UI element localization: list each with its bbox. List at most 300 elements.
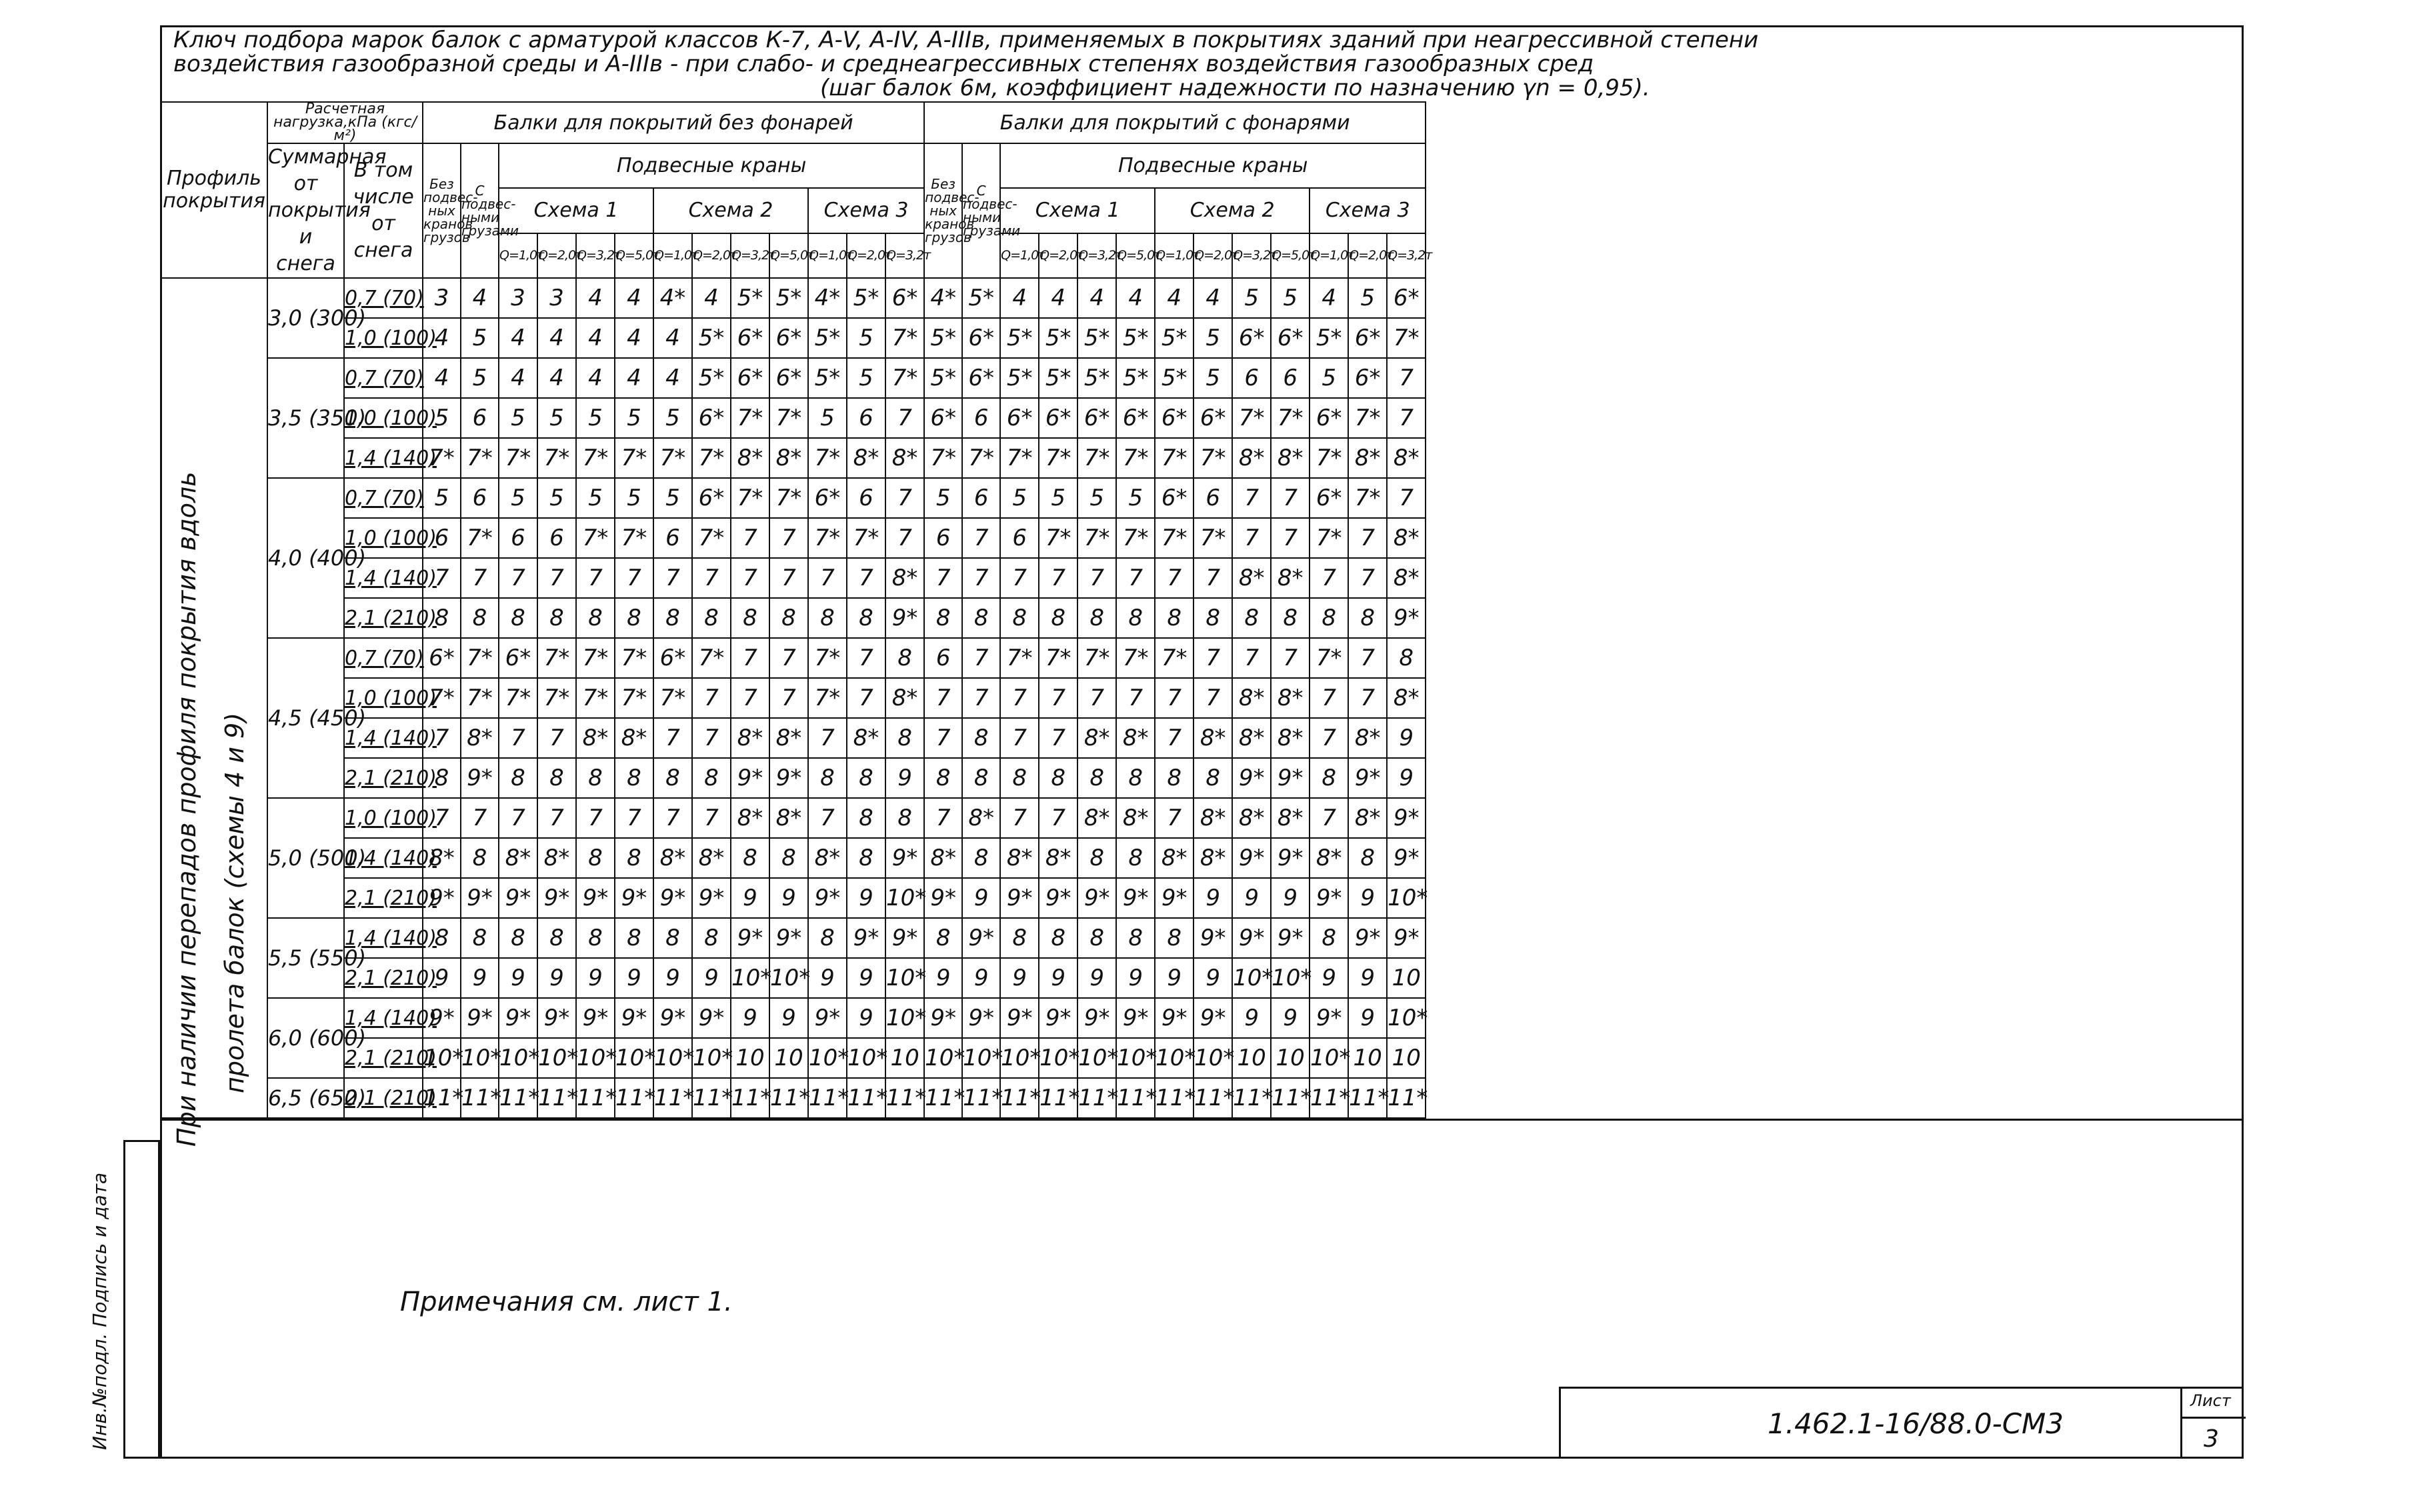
- beam-mark-cell: 8: [615, 918, 653, 958]
- beam-mark-cell: 6*: [1155, 478, 1193, 518]
- beam-mark-cell: 11*: [537, 1078, 576, 1118]
- beam-mark-cell: 9: [423, 958, 461, 998]
- beam-mark-cell: 8*: [537, 838, 576, 878]
- beam-mark-cell: 4: [1310, 278, 1348, 318]
- beam-mark-cell: 8*: [1348, 438, 1387, 478]
- beam-mark-cell: 10*: [769, 958, 808, 998]
- beam-mark-cell: 9: [1000, 958, 1039, 998]
- beam-mark-cell: 11*: [1387, 1078, 1426, 1118]
- beam-mark-cell: 6*: [1000, 398, 1039, 438]
- snow-load-cell: 2,1 (210): [344, 1038, 423, 1078]
- beam-mark-cell: 9*: [924, 878, 962, 918]
- beam-mark-cell: 9*: [576, 878, 615, 918]
- beam-mark-cell: 8: [1193, 598, 1232, 638]
- header-capacity: Q=2,0т: [1193, 233, 1232, 278]
- beam-mark-cell: 7: [499, 798, 537, 838]
- beam-mark-cell: 9*: [692, 878, 731, 918]
- beam-mark-cell: 6: [653, 518, 692, 558]
- table-row: [161, 398, 1426, 438]
- beam-mark-cell: 8: [1348, 838, 1387, 878]
- beam-mark-cell: 6*: [1310, 398, 1348, 438]
- beam-mark-cell: 7*: [1348, 478, 1387, 518]
- beam-mark-cell: 9*: [1348, 758, 1387, 798]
- beam-mark-cell: 9: [847, 998, 885, 1038]
- beam-mark-cell: 9: [615, 958, 653, 998]
- beam-mark-cell: 7*: [461, 518, 499, 558]
- header-capacity: Q=1,0т: [653, 233, 692, 278]
- snow-load-cell: 1,4 (140): [344, 918, 423, 958]
- beam-mark-cell: 11*: [1310, 1078, 1348, 1118]
- beam-mark-cell: 8: [1155, 598, 1193, 638]
- snow-load-cell: 2,1 (210): [344, 758, 423, 798]
- beam-mark-cell: 7*: [499, 438, 537, 478]
- beam-mark-cell: 7: [1348, 638, 1387, 678]
- beam-mark-cell: 11*: [1155, 1078, 1193, 1118]
- beam-mark-cell: 8*: [1077, 798, 1116, 838]
- beam-mark-cell: 7*: [847, 518, 885, 558]
- beam-mark-cell: 8*: [731, 718, 769, 758]
- snow-load-cell: 0,7 (70): [344, 278, 423, 318]
- snow-load-cell: 1,4 (140): [344, 558, 423, 598]
- beam-mark-cell: 8*: [962, 798, 1000, 838]
- beam-mark-cell: 7: [1232, 478, 1271, 518]
- beam-mark-cell: 9*: [1116, 878, 1155, 918]
- header-with-crane-left: С подвес-ными грузами: [461, 143, 499, 278]
- total-load-cell: 6,5 (650): [267, 1078, 344, 1118]
- beam-mark-cell: 7*: [1155, 638, 1193, 678]
- signature-sidebar: [89, 1140, 160, 1459]
- beam-mark-cell: 8*: [1271, 798, 1310, 838]
- beam-mark-cell: 8: [1039, 758, 1077, 798]
- beam-mark-cell: 5: [576, 398, 615, 438]
- beam-mark-cell: 5: [1116, 478, 1155, 518]
- beam-mark-cell: 10*: [537, 1038, 576, 1078]
- beam-mark-cell: 9: [1193, 878, 1232, 918]
- beam-mark-cell: 10*: [1155, 1038, 1193, 1078]
- beam-mark-cell: 5*: [692, 358, 731, 398]
- beam-mark-cell: 9*: [885, 598, 924, 638]
- beam-mark-cell: 5: [537, 398, 576, 438]
- beam-mark-cell: 7: [1348, 678, 1387, 718]
- beam-mark-cell: 8: [423, 758, 461, 798]
- beam-mark-cell: 9*: [962, 918, 1000, 958]
- table-row: [161, 278, 1426, 318]
- beam-mark-cell: 9*: [924, 998, 962, 1038]
- beam-mark-cell: 11*: [615, 1078, 653, 1118]
- beam-mark-cell: 7: [692, 678, 731, 718]
- beam-mark-cell: 8*: [1271, 558, 1310, 598]
- beam-mark-cell: 7*: [808, 678, 847, 718]
- beam-mark-cell: 9: [1116, 958, 1155, 998]
- beam-mark-cell: 8*: [1387, 518, 1426, 558]
- beam-mark-cell: 4: [576, 358, 615, 398]
- beam-mark-cell: 4: [423, 318, 461, 358]
- beam-mark-cell: 9*: [769, 918, 808, 958]
- beam-mark-cell: 8*: [653, 838, 692, 878]
- beam-mark-cell: 7: [885, 478, 924, 518]
- beam-mark-cell: 9*: [1271, 758, 1310, 798]
- beam-mark-cell: 8*: [885, 558, 924, 598]
- beam-mark-cell: 6*: [1348, 358, 1387, 398]
- table-row: [161, 878, 1426, 918]
- header-scheme3-left: Схема 3: [808, 188, 924, 233]
- beam-mark-cell: 7*: [653, 438, 692, 478]
- beam-mark-cell: 8: [1193, 758, 1232, 798]
- beam-mark-cell: 8: [731, 598, 769, 638]
- header-scheme3-right: Схема 3: [1310, 188, 1426, 233]
- beam-mark-cell: 8*: [576, 718, 615, 758]
- beam-mark-cell: 7*: [1116, 638, 1155, 678]
- beam-mark-cell: 10*: [847, 1038, 885, 1078]
- beam-mark-cell: 5*: [1116, 318, 1155, 358]
- beam-mark-cell: 11*: [1193, 1078, 1232, 1118]
- beam-mark-cell: 6: [962, 478, 1000, 518]
- beam-mark-cell: 7*: [1348, 398, 1387, 438]
- beam-mark-cell: 4: [1116, 278, 1155, 318]
- beam-mark-cell: 5*: [962, 278, 1000, 318]
- beam-mark-cell: 8: [847, 838, 885, 878]
- beam-mark-cell: 8: [1116, 838, 1155, 878]
- beam-mark-cell: 10: [1232, 1038, 1271, 1078]
- beam-mark-cell: 5*: [1077, 358, 1116, 398]
- beam-mark-cell: 4: [615, 278, 653, 318]
- header-scheme1-right: Схема 1: [1000, 188, 1155, 233]
- beam-mark-cell: 11*: [1348, 1078, 1387, 1118]
- header-load-group: Расчетная нагрузка,кПа (кгс/м²): [267, 102, 423, 143]
- beam-mark-cell: 7: [769, 678, 808, 718]
- beam-mark-cell: 7: [1310, 718, 1348, 758]
- beam-mark-cell: 7: [924, 798, 962, 838]
- beam-mark-cell: 10: [885, 1038, 924, 1078]
- total-load-cell: 4,0 (400): [267, 478, 344, 638]
- beam-mark-cell: 8: [653, 918, 692, 958]
- beam-mark-cell: 7*: [731, 398, 769, 438]
- beam-mark-cell: 6*: [1116, 398, 1155, 438]
- beam-mark-cell: 8*: [1271, 438, 1310, 478]
- beam-mark-cell: 7: [808, 558, 847, 598]
- beam-mark-cell: 8*: [1348, 718, 1387, 758]
- beam-mark-cell: 7: [1193, 678, 1232, 718]
- beam-mark-cell: 11*: [962, 1078, 1000, 1118]
- beam-mark-cell: 7*: [1077, 438, 1116, 478]
- header-cranes-right: Подвесные краны: [1000, 143, 1426, 188]
- beam-mark-cell: 4: [653, 358, 692, 398]
- beam-mark-cell: 6*: [808, 478, 847, 518]
- beam-mark-cell: 7*: [1077, 638, 1116, 678]
- beam-mark-cell: 8*: [731, 438, 769, 478]
- beam-mark-cell: 5: [1271, 278, 1310, 318]
- beam-mark-cell: 4: [1155, 278, 1193, 318]
- beam-mark-cell: 8: [1310, 918, 1348, 958]
- beam-mark-cell: 10*: [423, 1038, 461, 1078]
- beam-mark-cell: 7*: [1310, 438, 1348, 478]
- beam-mark-cell: 7: [1348, 518, 1387, 558]
- beam-mark-cell: 4: [615, 358, 653, 398]
- beam-mark-cell: 9*: [461, 758, 499, 798]
- beam-mark-cell: 9*: [962, 998, 1000, 1038]
- beam-mark-cell: 8*: [1271, 718, 1310, 758]
- beam-mark-cell: 10*: [962, 1038, 1000, 1078]
- beam-mark-cell: 4*: [808, 278, 847, 318]
- beam-mark-cell: 7*: [808, 518, 847, 558]
- beam-mark-cell: 5: [1348, 278, 1387, 318]
- beam-mark-cell: 10*: [885, 878, 924, 918]
- beam-mark-cell: 9: [1387, 718, 1426, 758]
- beam-mark-cell: 5*: [808, 318, 847, 358]
- beam-mark-cell: 8: [653, 598, 692, 638]
- beam-mark-cell: 5: [499, 478, 537, 518]
- beam-mark-cell: 6: [461, 478, 499, 518]
- beam-mark-cell: 5: [924, 478, 962, 518]
- beam-mark-cell: 8: [423, 598, 461, 638]
- header-scheme2-left: Схема 2: [653, 188, 808, 233]
- beam-mark-cell: 8: [1310, 758, 1348, 798]
- beam-mark-cell: 7*: [769, 478, 808, 518]
- beam-mark-cell: 7*: [576, 678, 615, 718]
- beam-mark-cell: 5: [423, 398, 461, 438]
- beam-mark-cell: 5: [1232, 278, 1271, 318]
- beam-mark-cell: 9: [653, 958, 692, 998]
- document-code: 1.462.1-16/88.0-СМ3: [1768, 1407, 2064, 1440]
- beam-mark-cell: 8: [537, 758, 576, 798]
- beam-mark-cell: 7: [461, 558, 499, 598]
- beam-mark-cell: 7*: [1077, 518, 1116, 558]
- beam-mark-cell: 7: [423, 798, 461, 838]
- header-scheme2-right: Схема 2: [1155, 188, 1310, 233]
- beam-mark-cell: 5: [1193, 358, 1232, 398]
- title-line-2: воздействия газообразной среды и А-IIIв - при слабо- и среднеагрессивных степенях воздействия газообразных сред: [173, 51, 1594, 77]
- beam-mark-cell: 7*: [731, 478, 769, 518]
- beam-mark-cell: 9: [962, 878, 1000, 918]
- beam-mark-cell: 8: [1077, 758, 1116, 798]
- beam-mark-cell: 7*: [692, 638, 731, 678]
- sheet-label: Лист: [2190, 1391, 2231, 1410]
- header-capacity: Q=3,2т: [1232, 233, 1271, 278]
- beam-mark-cell: 9: [731, 998, 769, 1038]
- beam-mark-cell: 6: [924, 638, 962, 678]
- beam-mark-cell: 6: [1193, 478, 1232, 518]
- beam-mark-cell: 9: [808, 958, 847, 998]
- beam-mark-cell: 8: [615, 758, 653, 798]
- beam-mark-cell: 7*: [461, 638, 499, 678]
- beam-mark-cell: 7*: [653, 678, 692, 718]
- beam-mark-cell: 9*: [1039, 878, 1077, 918]
- beam-mark-cell: 9*: [461, 878, 499, 918]
- beam-mark-cell: 9: [847, 958, 885, 998]
- beam-mark-cell: 11*: [461, 1078, 499, 1118]
- beam-mark-cell: 11*: [576, 1078, 615, 1118]
- beam-mark-cell: 8: [731, 838, 769, 878]
- beam-mark-cell: 7: [1000, 558, 1039, 598]
- beam-mark-cell: 8: [461, 918, 499, 958]
- beam-mark-cell: 11*: [499, 1078, 537, 1118]
- side-label-line-1: При наличии перепадов профиля покрытия вдоль: [172, 471, 201, 1147]
- beam-mark-cell: 7*: [1116, 518, 1155, 558]
- beam-mark-cell: 7*: [615, 438, 653, 478]
- beam-mark-cell: 7*: [808, 438, 847, 478]
- beam-mark-cell: 5*: [1039, 358, 1077, 398]
- beam-mark-cell: 11*: [423, 1078, 461, 1118]
- beam-mark-cell: 7: [808, 798, 847, 838]
- beam-mark-cell: 9*: [692, 998, 731, 1038]
- side-label-line-2: пролета балок (схемы 4 и 9): [220, 712, 249, 1093]
- beam-mark-cell: 7: [847, 558, 885, 598]
- beam-mark-cell: 7: [885, 398, 924, 438]
- beam-mark-cell: 7: [731, 678, 769, 718]
- header-capacity: Q=1,0т: [1155, 233, 1193, 278]
- beam-mark-cell: 5: [847, 318, 885, 358]
- beam-mark-cell: 6*: [885, 278, 924, 318]
- beam-mark-cell: 9: [1155, 958, 1193, 998]
- header-capacity: Q=3,2т: [731, 233, 769, 278]
- beam-mark-cell: 9: [692, 958, 731, 998]
- snow-load-cell: 0,7 (70): [344, 638, 423, 678]
- beam-mark-cell: 7*: [537, 678, 576, 718]
- table-row: [161, 358, 1426, 398]
- beam-mark-cell: 5*: [1155, 358, 1193, 398]
- snow-load-cell: 1,0 (100): [344, 798, 423, 838]
- beam-mark-cell: 9: [731, 878, 769, 918]
- beam-mark-cell: 9*: [1193, 998, 1232, 1038]
- beam-mark-cell: 10: [1271, 1038, 1310, 1078]
- beam-mark-cell: 7: [423, 718, 461, 758]
- snow-load-cell: 2,1 (210): [344, 1078, 423, 1118]
- table-row: [161, 478, 1426, 518]
- beam-mark-cell: 8*: [1193, 798, 1232, 838]
- beam-mark-cell: 8*: [808, 838, 847, 878]
- beam-mark-cell: 7: [1000, 718, 1039, 758]
- beam-mark-cell: 8: [1077, 598, 1116, 638]
- beam-mark-cell: 7: [769, 518, 808, 558]
- table-row: [161, 838, 1426, 878]
- beam-mark-cell: 9: [885, 758, 924, 798]
- beam-mark-cell: 8*: [499, 838, 537, 878]
- beam-mark-cell: 8*: [615, 718, 653, 758]
- beam-mark-cell: 11*: [692, 1078, 731, 1118]
- beam-mark-cell: 7: [653, 718, 692, 758]
- beam-mark-cell: 9*: [769, 758, 808, 798]
- beam-mark-cell: 9: [1077, 958, 1116, 998]
- beam-mark-cell: 8: [1232, 598, 1271, 638]
- beam-mark-cell: 8: [1271, 598, 1310, 638]
- beam-mark-cell: 7*: [461, 678, 499, 718]
- beam-mark-cell: 9: [1193, 958, 1232, 998]
- beam-mark-cell: 4: [537, 318, 576, 358]
- beam-mark-cell: 7*: [1155, 438, 1193, 478]
- beam-mark-cell: 11*: [1271, 1078, 1310, 1118]
- title-line-3: (шаг балок 6м, коэффициент надежности по назначению γn = 0,95).: [820, 75, 1650, 101]
- beam-mark-cell: 8: [1116, 918, 1155, 958]
- header-capacity: Q=2,0т: [1348, 233, 1387, 278]
- beam-mark-cell: 8*: [1387, 558, 1426, 598]
- beam-mark-cell: 6*: [1155, 398, 1193, 438]
- beam-mark-cell: 5*: [1077, 318, 1116, 358]
- beam-mark-cell: 4: [1000, 278, 1039, 318]
- beam-mark-cell: 8: [769, 598, 808, 638]
- beam-mark-cell: 10: [1348, 1038, 1387, 1078]
- beam-mark-cell: 4: [576, 278, 615, 318]
- beam-mark-cell: 7: [731, 638, 769, 678]
- snow-load-cell: 1,4 (140): [344, 838, 423, 878]
- beam-mark-cell: 9*: [461, 998, 499, 1038]
- beam-mark-cell: 9: [461, 958, 499, 998]
- beam-mark-cell: 6*: [1039, 398, 1077, 438]
- beam-mark-cell: 7*: [615, 638, 653, 678]
- beam-mark-cell: 11*: [885, 1078, 924, 1118]
- beam-mark-cell: 7: [1000, 798, 1039, 838]
- beam-mark-cell: 8: [769, 838, 808, 878]
- snow-load-cell: 1,0 (100): [344, 678, 423, 718]
- beam-mark-cell: 5*: [769, 278, 808, 318]
- beam-mark-cell: 6*: [1348, 318, 1387, 358]
- title-line-1: Ключ подбора марок балок с арматурой классов К-7, А-V, А-IV, А-IIIв, применяемых в покрытиях зданий при неагрессивной степени: [173, 27, 1759, 53]
- beam-mark-cell: 9*: [1387, 918, 1426, 958]
- beam-mark-cell: 7: [924, 718, 962, 758]
- beam-mark-cell: 9*: [1310, 878, 1348, 918]
- beam-mark-cell: 5: [653, 398, 692, 438]
- beam-mark-cell: 4: [537, 358, 576, 398]
- beam-mark-cell: 7: [847, 678, 885, 718]
- beam-mark-cell: 8*: [1232, 678, 1271, 718]
- header-capacity: Q=2,0т: [847, 233, 885, 278]
- beam-mark-cell: 8*: [769, 718, 808, 758]
- beam-mark-cell: 7: [1232, 518, 1271, 558]
- beam-mark-cell: 8: [1000, 918, 1039, 958]
- beam-mark-cell: 9*: [885, 838, 924, 878]
- beam-mark-cell: 5*: [1155, 318, 1193, 358]
- beam-mark-cell: 9: [1310, 958, 1348, 998]
- beam-mark-cell: 7*: [808, 638, 847, 678]
- beam-mark-cell: 8: [962, 598, 1000, 638]
- beam-mark-cell: 9*: [1155, 998, 1193, 1038]
- snow-load-cell: 1,0 (100): [344, 318, 423, 358]
- snow-load-cell: 2,1 (210): [344, 598, 423, 638]
- beam-mark-cell: 10*: [499, 1038, 537, 1078]
- beam-key-table: [160, 101, 1432, 1118]
- beam-mark-cell: 7: [1310, 678, 1348, 718]
- beam-mark-cell: 6*: [769, 318, 808, 358]
- beam-mark-cell: 7: [1271, 518, 1310, 558]
- beam-mark-cell: 6*: [499, 638, 537, 678]
- beam-mark-cell: 5*: [1116, 358, 1155, 398]
- beam-mark-cell: 9: [769, 878, 808, 918]
- beam-mark-cell: 7*: [1387, 318, 1426, 358]
- beam-mark-cell: 8: [924, 758, 962, 798]
- beam-mark-cell: 8: [653, 758, 692, 798]
- beam-mark-cell: 7: [962, 518, 1000, 558]
- beam-mark-cell: 9*: [1116, 998, 1155, 1038]
- beam-mark-cell: 8: [1387, 638, 1426, 678]
- beam-mark-cell: 8: [461, 838, 499, 878]
- beam-mark-cell: 6: [537, 518, 576, 558]
- beam-mark-cell: 6*: [924, 398, 962, 438]
- beam-mark-cell: 8: [847, 758, 885, 798]
- beam-mark-cell: 6: [499, 518, 537, 558]
- beam-mark-cell: 10: [1387, 958, 1426, 998]
- beam-mark-cell: 8*: [1387, 678, 1426, 718]
- beam-mark-cell: 7*: [576, 518, 615, 558]
- beam-mark-cell: 7: [962, 558, 1000, 598]
- beam-mark-cell: 9: [962, 958, 1000, 998]
- beam-mark-cell: 9*: [537, 998, 576, 1038]
- beam-mark-cell: 6: [847, 398, 885, 438]
- beam-mark-cell: 7: [1310, 798, 1348, 838]
- header-capacity: Q=3,2т: [1387, 233, 1426, 278]
- beam-mark-cell: 9*: [1193, 918, 1232, 958]
- beam-mark-cell: 11*: [653, 1078, 692, 1118]
- beam-mark-cell: 5: [461, 358, 499, 398]
- beam-mark-cell: 8*: [885, 438, 924, 478]
